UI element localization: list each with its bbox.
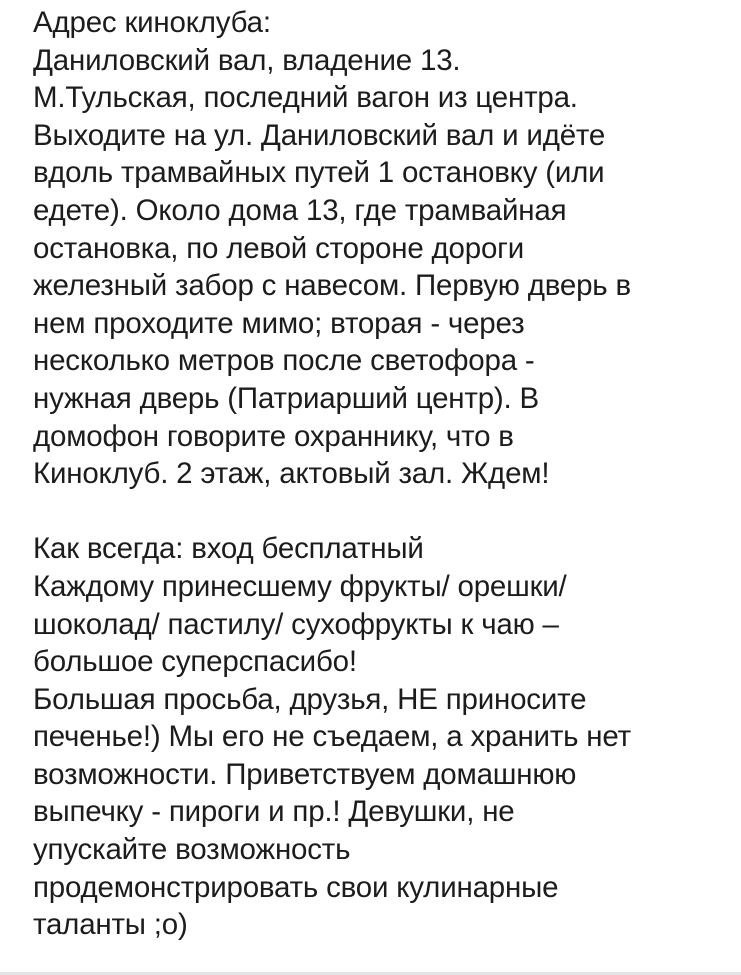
text-line: Большая просьба, друзья, НЕ приносите xyxy=(33,682,587,716)
text-line: возможности. Приветствуем домашнюю xyxy=(33,757,577,791)
text-line: остановка, по левой стороне дороги xyxy=(33,231,524,265)
paragraph-spacer xyxy=(33,493,733,531)
text-line: упускайте возможность xyxy=(33,833,351,867)
text-line: вдоль трамвайных путей 1 остановку (или xyxy=(33,156,605,190)
text-line: выпечку - пироги и пр.! Девушки, не xyxy=(33,795,515,829)
text-line: Даниловский вал, владение 13. xyxy=(33,43,461,77)
paragraph-info xyxy=(33,530,733,944)
text-line: домофон говорите охраннику, что в xyxy=(33,419,514,453)
text-line: Выходите на ул. Даниловский вал и идёте xyxy=(33,118,606,152)
text-line: большое суперспасибо! xyxy=(33,645,357,679)
text-line: Каждому принесшему фрукты/ орешки/ xyxy=(33,569,567,603)
text-line: железный забор с навесом. Первую дверь в xyxy=(33,269,631,303)
text-line: печенье!) Мы его не съедаем, а хранить нет xyxy=(33,720,631,754)
paragraph-address xyxy=(33,4,733,493)
text-line: таланты ;о) xyxy=(33,908,188,942)
text-line: едете). Около дома 13, где трамвайная xyxy=(33,193,567,227)
text-line: нем проходите мимо; вторая - через xyxy=(33,306,525,340)
post-text xyxy=(33,4,733,944)
text-line: Киноклуб. 2 этаж, актовый зал. Ждем! xyxy=(33,457,550,491)
text-line: несколько метров после светофора - xyxy=(33,344,535,378)
text-line: продемонстрировать свои кулинарные xyxy=(33,870,559,904)
text-line: М.Тульская, последний вагон из центра. xyxy=(33,81,578,115)
text-line: нужная дверь (Патриарший центр). В xyxy=(33,381,539,415)
text-line: Адрес киноклуба: xyxy=(33,6,271,39)
text-line: шоколад/ пастилу/ сухофрукты к чаю – xyxy=(33,607,559,641)
text-line: Как всегда: вход бесплатный xyxy=(33,532,424,566)
